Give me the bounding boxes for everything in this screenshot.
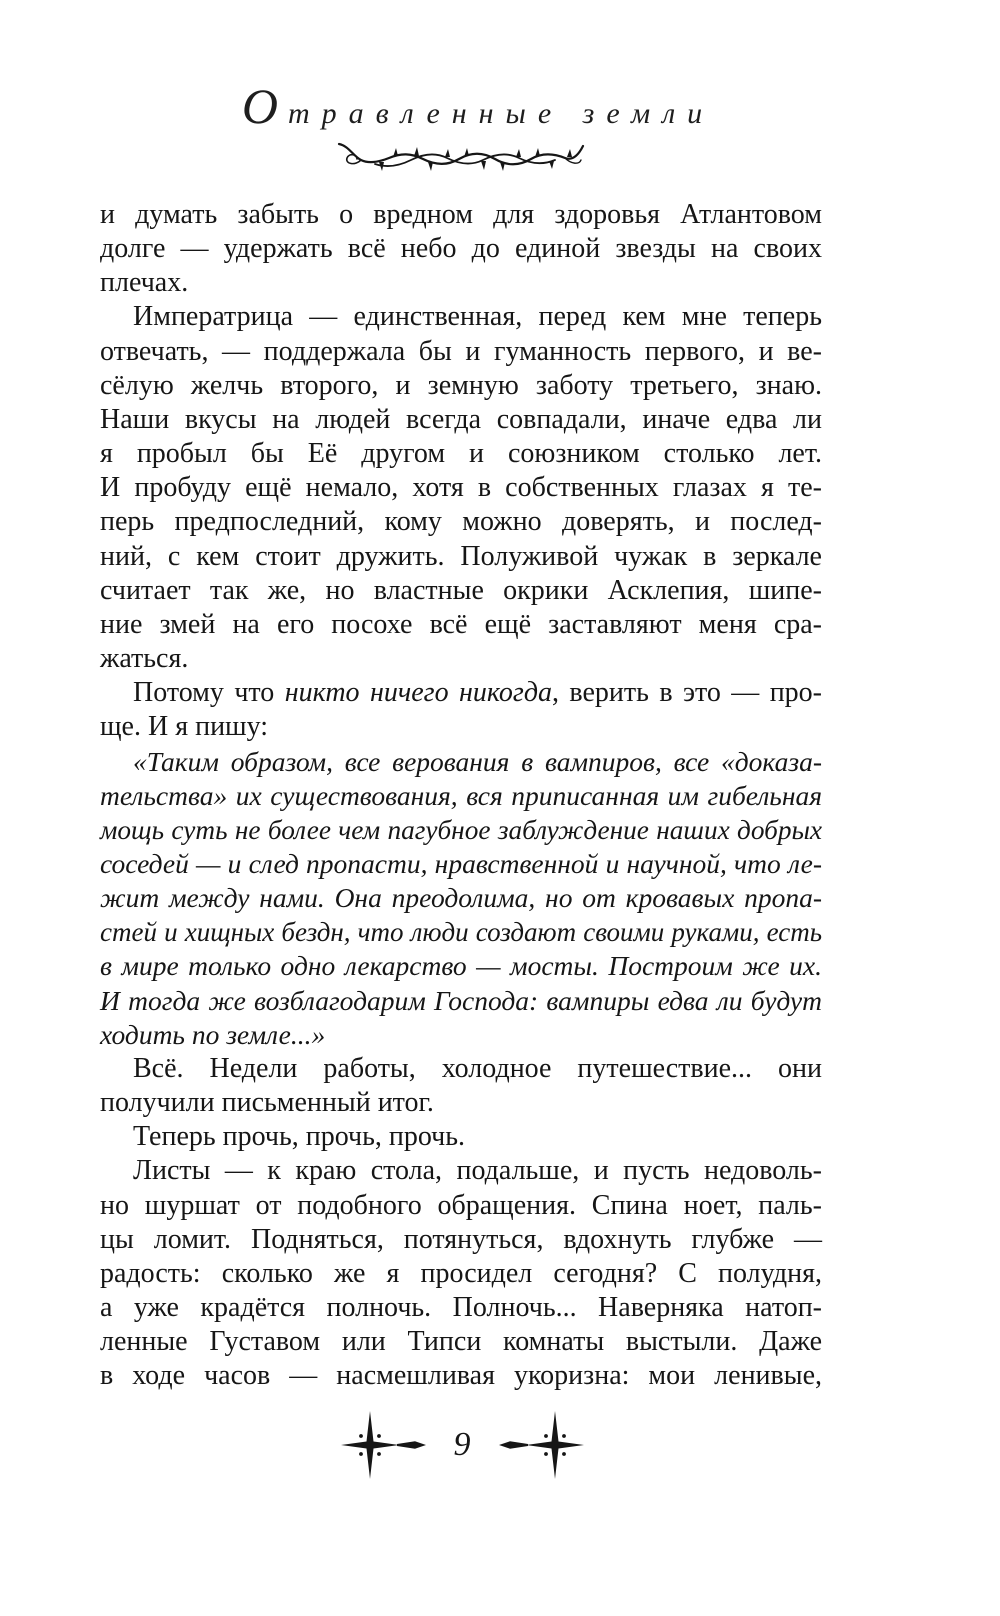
text-line: «Таким образом, все верования в вампиров, все «доказа- bbox=[133, 745, 822, 777]
paragraph bbox=[100, 676, 822, 744]
quoted-passage bbox=[100, 745, 822, 1052]
emphasized-text: никто ничего никогда bbox=[284, 677, 552, 709]
blade-flourish bbox=[397, 1441, 426, 1448]
text-line: И тогда же возблагодарим Господа: вампиры едва ли будут bbox=[100, 984, 822, 1016]
text-line: мощь суть не более чем пагубное заблуждение наших добрых bbox=[100, 814, 822, 845]
star-ornament-left-icon bbox=[325, 1405, 445, 1485]
text-line: Теперь прочь, прочь, прочь. bbox=[133, 1121, 465, 1153]
text-line: И пробуду ещё немало, хотя в собственных глазах я те- bbox=[100, 472, 822, 504]
vine-strands bbox=[339, 144, 583, 166]
text-line: цы ломит. Подняться, потянуться, вдохнуть глубже — bbox=[100, 1223, 822, 1255]
text-segment: Потому что bbox=[133, 677, 285, 709]
four-point-star bbox=[526, 1411, 584, 1479]
text-line: и думать забыть о вредном для здоровья Атлантовом bbox=[100, 199, 822, 230]
text-line: ние змей на его посохе всё ещё заставляют меня сра- bbox=[100, 608, 822, 640]
text-line bbox=[100, 676, 822, 710]
text-line: соседей — и след пропасти, нравственной и научной, что ле- bbox=[100, 847, 822, 879]
text-line: я пробыл бы Её другом и союзником столько лет. bbox=[100, 438, 822, 470]
paragraph bbox=[100, 300, 822, 676]
text-line: ний, с кем стоит дружить. Полуживой чужак в зеркале bbox=[100, 540, 822, 572]
text-line: радость: сколько же я просидел сегодня? С полудня, bbox=[100, 1257, 822, 1289]
text-line: плечах. bbox=[100, 267, 189, 299]
running-header-title: Отравленные земли bbox=[241, 78, 715, 134]
text-line: Всё. Недели работы, холодное путешествие... они bbox=[133, 1052, 822, 1084]
text-line: перь предпоследний, кому можно доверять, и послед- bbox=[100, 506, 822, 538]
text-line: в мире только одно лекарство — мосты. Построим же их. bbox=[100, 950, 822, 982]
paragraph bbox=[100, 1120, 822, 1154]
text-line: Императрица — единственная, перед кем мне теперь bbox=[133, 301, 822, 333]
text-line: жаться. bbox=[100, 643, 189, 675]
body-text bbox=[100, 198, 822, 1393]
paragraph bbox=[100, 198, 822, 300]
text-line: ленные Густавом или Типси комнаты выстыли. Даже bbox=[100, 1326, 822, 1358]
text-line: ходить по земле...» bbox=[100, 1018, 326, 1050]
text-line: стей и хищных бездн, что люди создают своими руками, есть bbox=[100, 917, 822, 948]
thorn-vine-ornament-icon bbox=[335, 138, 585, 180]
text-line: тельства» их существования, вся приписанная им гибельная bbox=[100, 779, 822, 811]
four-point-star bbox=[341, 1411, 399, 1479]
text-line: считает так же, но властные окрики Асклепия, шипе- bbox=[100, 574, 822, 606]
text-line: получили письменный итог. bbox=[100, 1087, 434, 1119]
text-line: отвечать, — поддержала бы и гуманность первого, и ве- bbox=[100, 335, 822, 367]
text-line: но шуршат от подобного обращения. Спина ноет, паль- bbox=[100, 1189, 822, 1221]
text-line: сёлую желчь второго, и земную заботу третьего, знаю. bbox=[100, 369, 822, 401]
text-segment: , верить в это — про- bbox=[552, 677, 822, 709]
paragraph bbox=[100, 1154, 822, 1393]
star-ornament-right-icon bbox=[480, 1405, 600, 1485]
text-line: жит между нами. Она преодолима, но от кровавых пропа- bbox=[100, 882, 822, 914]
text-line: ще. И я пишу: bbox=[100, 711, 269, 743]
blade-flourish bbox=[499, 1441, 528, 1448]
text-line: Листы — к краю стола, подальше, и пусть недоволь- bbox=[133, 1155, 822, 1187]
text-line: Наши вкусы на людей всегда совпадали, иначе едва ли bbox=[100, 403, 822, 435]
paragraph bbox=[100, 1052, 822, 1120]
thorns bbox=[379, 147, 572, 171]
page-number: 9 bbox=[453, 1426, 471, 1463]
text-line: в ходе часов — насмешливая укоризна: мои ленивые, bbox=[100, 1360, 822, 1392]
text-line: долге — удержать всё небо до единой звезды на своих bbox=[100, 233, 822, 265]
text-line: а уже крадётся полночь. Полночь... Наверняка натоп- bbox=[100, 1292, 822, 1323]
